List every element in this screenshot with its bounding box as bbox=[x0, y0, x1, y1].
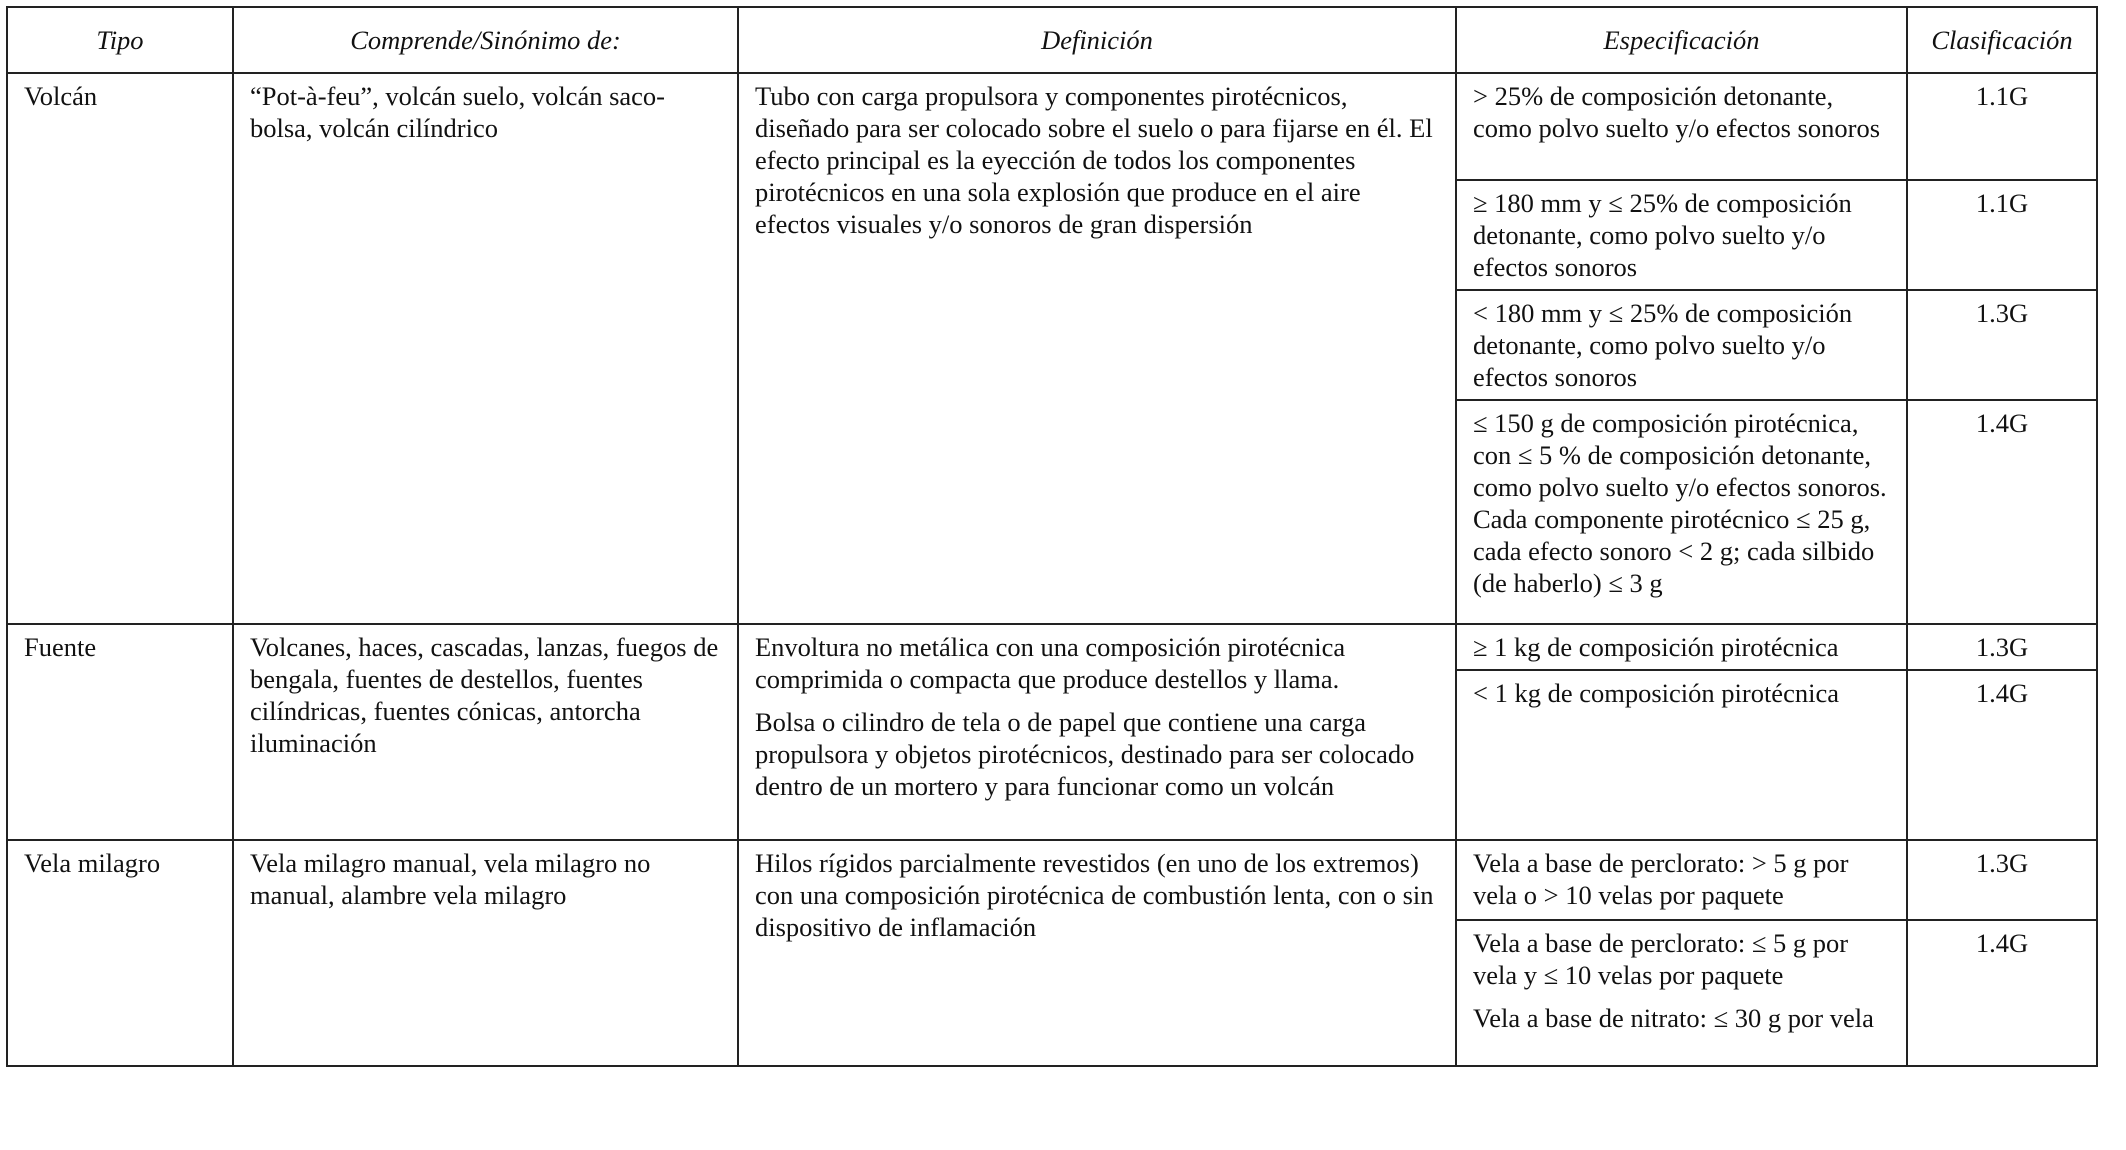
header-definicion: Definición bbox=[738, 7, 1456, 73]
especificacion-text: Vela a base de perclorato: ≤ 5 g por vela y ≤ 10 velas por paquete bbox=[1473, 928, 1849, 990]
clasificacion-cell bbox=[1907, 290, 2097, 400]
clasificacion-text: 1.3G bbox=[1975, 632, 2029, 662]
especificacion-text: Vela a base de perclorato: > 5 g por vela o > 10 velas por paquete bbox=[1473, 848, 1849, 910]
clasificacion-cell bbox=[1907, 670, 2097, 840]
especificacion-text: < 1 kg de composición pirotécnica bbox=[1473, 678, 1839, 708]
clasificacion-cell bbox=[1907, 400, 2097, 624]
clasificacion-cell bbox=[1907, 180, 2097, 290]
comprende-text: Volcanes, haces, cascadas, lanzas, fuegos de bengala, fuentes de destellos, fuentes cilíndricas, fuentes cónicas, antorcha iluminación bbox=[250, 632, 719, 758]
tipo-cell bbox=[7, 840, 233, 1066]
tipo-cell bbox=[7, 624, 233, 840]
comprende-text: Vela milagro manual, vela milagro no manual, alambre vela milagro bbox=[250, 848, 651, 910]
clasificacion-text: 1.4G bbox=[1975, 928, 2029, 958]
definicion-text: Hilos rígidos parcialmente revestidos (en uno de los extremos) con una composición pirotécnica de combustión lenta, con o sin dispositivo de inflamación bbox=[755, 848, 1434, 942]
especificacion-cell bbox=[1456, 670, 1907, 840]
comprende-cell bbox=[233, 73, 738, 624]
especificacion-cell bbox=[1456, 400, 1907, 624]
header-comprende: Comprende/Sinónimo de: bbox=[233, 7, 738, 73]
header-tipo: Tipo bbox=[7, 7, 233, 73]
table-row bbox=[7, 73, 2097, 180]
tipo-cell bbox=[7, 73, 233, 624]
clasificacion-cell bbox=[1907, 624, 2097, 670]
comprende-cell bbox=[233, 624, 738, 840]
definicion-text: Bolsa o cilindro de tela o de papel que contiene una carga propulsora y objetos pirotécnicos, destinado para ser colocado dentro de un mortero y para funcionar como un volcán bbox=[755, 707, 1415, 801]
especificacion-text: > 25% de composición detonante, como polvo suelto y/o efectos sonoros bbox=[1473, 81, 1881, 143]
tipo-text: Vela milagro bbox=[24, 848, 161, 878]
especificacion-cell bbox=[1456, 73, 1907, 180]
header-clasificacion: Clasificación bbox=[1907, 7, 2097, 73]
table-row bbox=[7, 840, 2097, 920]
definicion-cell bbox=[738, 624, 1456, 840]
especificacion-text: ≥ 180 mm y ≤ 25% de composición detonante, como polvo suelto y/o efectos sonoros bbox=[1473, 188, 1852, 282]
clasificacion-cell bbox=[1907, 73, 2097, 180]
clasificacion-text: 1.4G bbox=[1975, 408, 2029, 438]
especificacion-text: < 180 mm y ≤ 25% de composición detonante, como polvo suelto y/o efectos sonoros bbox=[1473, 298, 1853, 392]
clasificacion-text: 1.3G bbox=[1975, 848, 2029, 878]
especificacion-text: ≤ 150 g de composición pirotécnica, con ≤ 5 % de composición detonante, como polvo suelto y/o efectos sonoros. Cada componente pirotécnico ≤ 25 g, cada efecto sonoro < 2 g; cada silbido (de haberlo) ≤ 3 g bbox=[1473, 408, 1887, 598]
clasificacion-text: 1.4G bbox=[1975, 678, 2029, 708]
especificacion-cell bbox=[1456, 180, 1907, 290]
clasificacion-cell bbox=[1907, 840, 2097, 920]
definicion-text: Envoltura no metálica con una composición pirotécnica comprimida o compacta que produce destellos y llama. bbox=[755, 632, 1346, 694]
especificacion-text: Vela a base de nitrato: ≤ 30 g por vela bbox=[1473, 1003, 1874, 1033]
classification-table bbox=[6, 6, 2098, 1067]
comprende-cell bbox=[233, 840, 738, 1066]
especificacion-cell bbox=[1456, 840, 1907, 920]
definicion-cell bbox=[738, 840, 1456, 1066]
header-especificacion: Especificación bbox=[1456, 7, 1907, 73]
clasificacion-text: 1.1G bbox=[1975, 188, 2029, 218]
tipo-text: Fuente bbox=[24, 632, 97, 662]
tipo-text: Volcán bbox=[24, 81, 98, 111]
clasificacion-cell bbox=[1907, 920, 2097, 1066]
document-page bbox=[6, 6, 2096, 1067]
comprende-text: “Pot-à-feu”, volcán suelo, volcán saco-bolsa, volcán cilíndrico bbox=[250, 81, 665, 143]
table-row bbox=[7, 624, 2097, 670]
especificacion-text: ≥ 1 kg de composición pirotécnica bbox=[1473, 632, 1839, 662]
especificacion-cell bbox=[1456, 624, 1907, 670]
clasificacion-text: 1.1G bbox=[1975, 81, 2029, 111]
especificacion-cell bbox=[1456, 290, 1907, 400]
definicion-text: Tubo con carga propulsora y componentes pirotécnicos, diseñado para ser colocado sobre el suelo o para fijarse en él. El efecto principal es la eyección de todos los componentes pirotécnicos en una sola explosión que produce en el aire efectos visuales y/o sonoros de gran dispersión bbox=[755, 81, 1433, 239]
definicion-cell bbox=[738, 73, 1456, 624]
especificacion-cell bbox=[1456, 920, 1907, 1066]
header-row bbox=[7, 7, 2097, 73]
clasificacion-text: 1.3G bbox=[1975, 298, 2029, 328]
